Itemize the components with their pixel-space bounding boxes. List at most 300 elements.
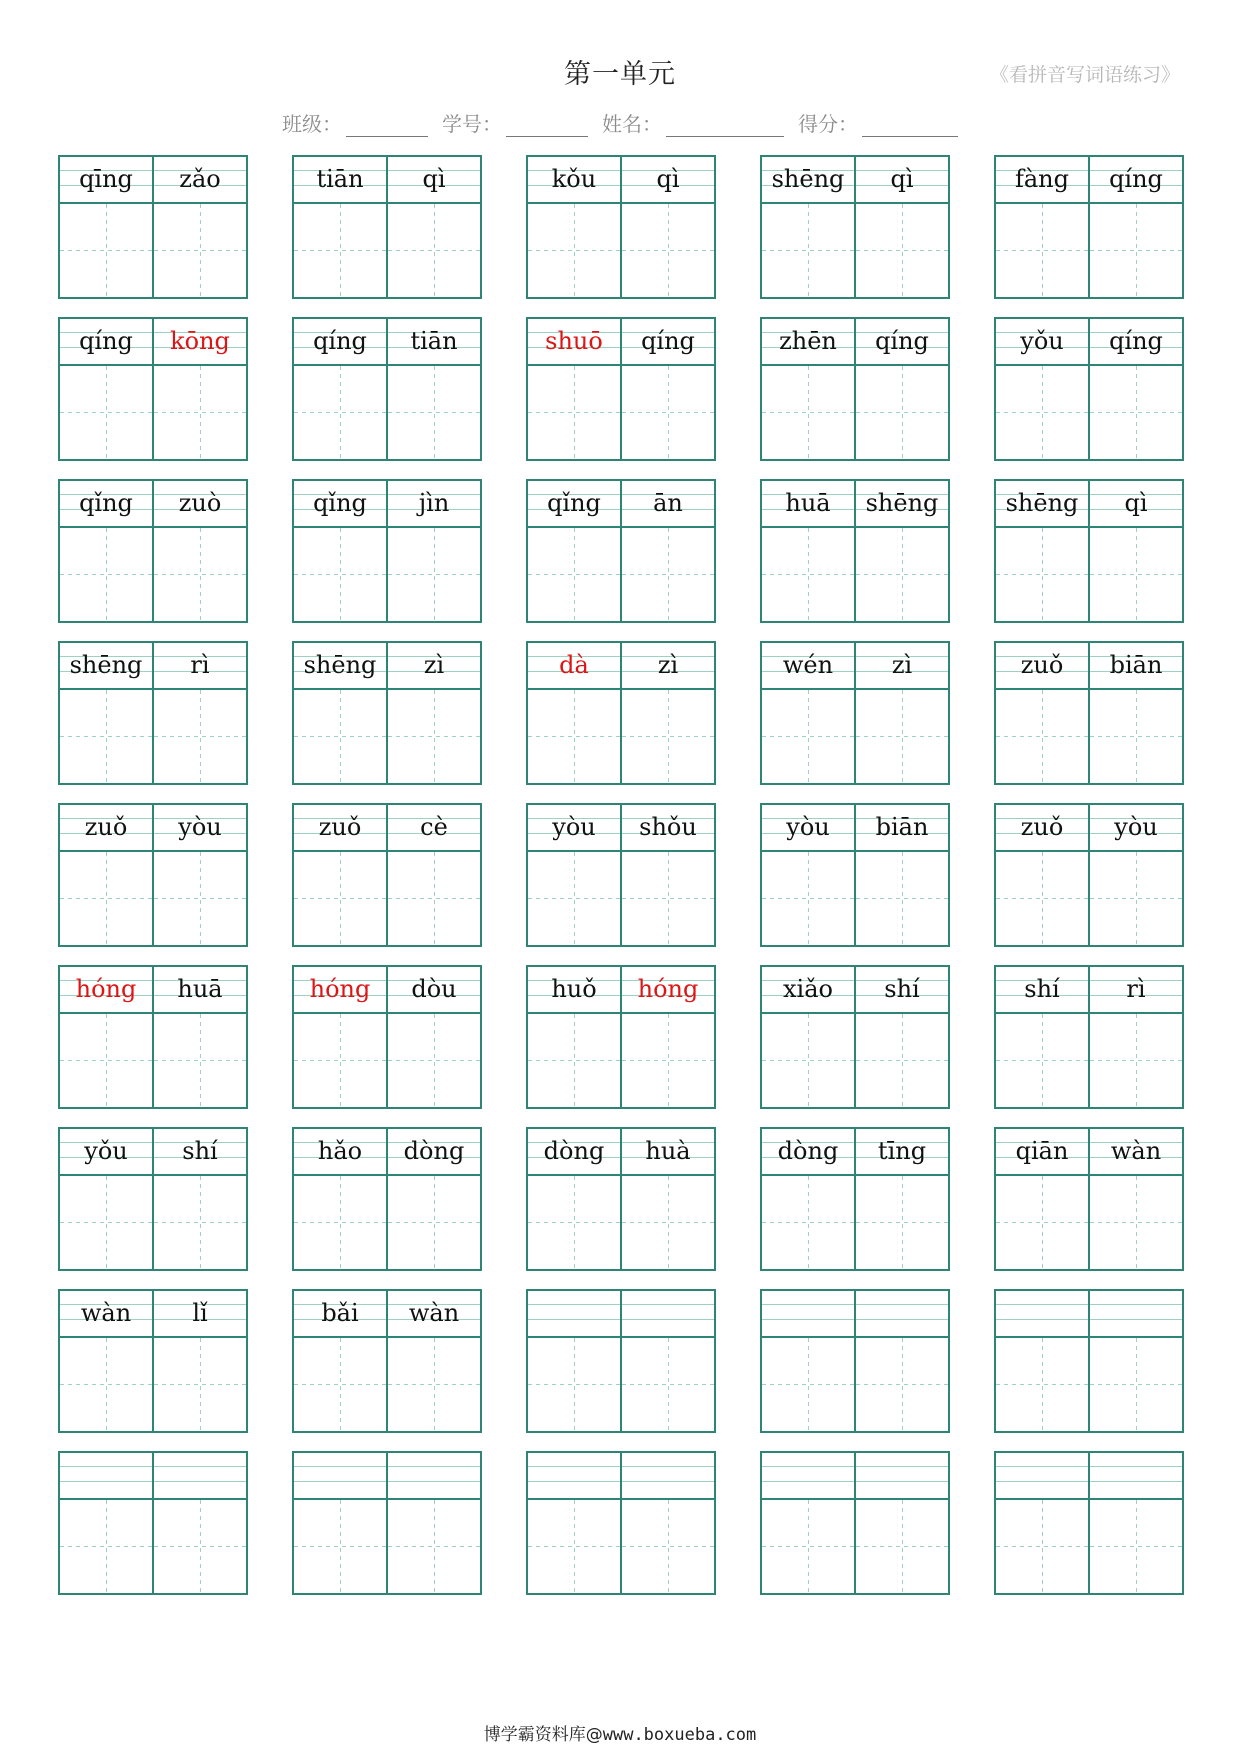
character-cell	[294, 643, 386, 783]
pinyin-text: qǐng	[79, 489, 133, 517]
word-card	[58, 1451, 248, 1595]
pinyin-text: hóng	[309, 975, 371, 1003]
word-card	[58, 479, 248, 623]
writing-box[interactable]	[762, 1176, 854, 1269]
word-card	[994, 317, 1184, 461]
pinyin-lines	[388, 1453, 480, 1500]
word-card	[526, 155, 716, 299]
writing-box[interactable]	[996, 528, 1088, 621]
pinyin-text: dòng	[777, 1137, 839, 1165]
character-cell	[1088, 1129, 1182, 1269]
writing-box[interactable]	[388, 852, 480, 945]
writing-box[interactable]	[856, 1176, 948, 1269]
word-card	[994, 1127, 1184, 1271]
writing-box[interactable]	[856, 1500, 948, 1593]
character-cell	[528, 967, 620, 1107]
character-cell	[854, 967, 948, 1107]
writing-box[interactable]	[388, 1338, 480, 1431]
character-cell	[762, 1129, 854, 1269]
pinyin-text: zì	[657, 651, 679, 679]
pinyin-lines	[294, 805, 386, 852]
writing-box[interactable]	[856, 1338, 948, 1431]
writing-box[interactable]	[528, 1176, 620, 1269]
writing-box[interactable]	[60, 528, 152, 621]
character-cell	[294, 481, 386, 621]
writing-box[interactable]	[622, 852, 714, 945]
writing-box[interactable]	[60, 690, 152, 783]
character-cell	[1088, 805, 1182, 945]
writing-box[interactable]	[60, 366, 152, 459]
writing-box[interactable]	[388, 528, 480, 621]
writing-box[interactable]	[996, 366, 1088, 459]
character-cell	[854, 1129, 948, 1269]
writing-box[interactable]	[622, 528, 714, 621]
pinyin-text: lǐ	[192, 1299, 208, 1327]
writing-box[interactable]	[762, 1014, 854, 1107]
word-card	[292, 1127, 482, 1271]
writing-box[interactable]	[528, 366, 620, 459]
pinyin-lines	[528, 319, 620, 366]
page-title: 第一单元	[564, 59, 676, 90]
character-cell	[854, 481, 948, 621]
pinyin-lines	[528, 157, 620, 204]
pinyin-text: jìn	[418, 489, 450, 517]
score-blank[interactable]	[862, 114, 958, 137]
writing-box[interactable]	[762, 528, 854, 621]
writing-box[interactable]	[60, 1176, 152, 1269]
writing-box[interactable]	[528, 1500, 620, 1593]
pinyin-text: qǐng	[547, 489, 601, 517]
character-cell	[152, 157, 246, 297]
name-field	[602, 108, 784, 137]
writing-box[interactable]	[154, 1014, 246, 1107]
character-cell	[762, 1453, 854, 1593]
character-cell	[152, 805, 246, 945]
writing-box[interactable]	[996, 1338, 1088, 1431]
word-card	[526, 317, 716, 461]
pinyin-lines	[154, 319, 246, 366]
character-cell	[386, 967, 480, 1107]
pinyin-lines	[996, 319, 1088, 366]
character-cell	[152, 319, 246, 459]
writing-box[interactable]	[1090, 852, 1182, 945]
pinyin-lines	[154, 805, 246, 852]
pinyin-lines	[60, 1129, 152, 1176]
character-cell	[386, 1129, 480, 1269]
writing-box[interactable]	[762, 204, 854, 297]
character-cell	[152, 967, 246, 1107]
writing-box[interactable]	[60, 1338, 152, 1431]
character-cell	[294, 1129, 386, 1269]
pinyin-lines	[622, 805, 714, 852]
writing-box[interactable]	[996, 1176, 1088, 1269]
character-cell	[528, 1129, 620, 1269]
pinyin-text: zǎo	[179, 165, 221, 193]
pinyin-lines	[856, 319, 948, 366]
character-cell	[60, 319, 152, 459]
score-field	[798, 108, 958, 137]
pinyin-lines	[294, 157, 386, 204]
writing-box[interactable]	[388, 1014, 480, 1107]
pinyin-lines	[1090, 1291, 1182, 1338]
writing-box[interactable]	[1090, 690, 1182, 783]
character-cell	[996, 643, 1088, 783]
writing-box[interactable]	[528, 690, 620, 783]
writing-box[interactable]	[622, 1338, 714, 1431]
character-cell	[996, 319, 1088, 459]
pinyin-lines	[762, 157, 854, 204]
character-cell	[528, 481, 620, 621]
pinyin-lines	[856, 643, 948, 690]
word-card	[994, 155, 1184, 299]
writing-box[interactable]	[856, 366, 948, 459]
pinyin-lines	[388, 319, 480, 366]
writing-box[interactable]	[154, 1500, 246, 1593]
word-card	[760, 965, 950, 1109]
writing-box[interactable]	[856, 204, 948, 297]
word-card	[526, 1289, 716, 1433]
writing-box[interactable]	[388, 366, 480, 459]
word-card	[292, 479, 482, 623]
pinyin-lines	[1090, 319, 1182, 366]
student-info-row	[0, 108, 1240, 137]
pinyin-lines	[528, 1453, 620, 1500]
character-cell	[854, 805, 948, 945]
writing-box[interactable]	[154, 366, 246, 459]
pinyin-text: qíng	[641, 327, 695, 355]
pinyin-text: hǎo	[317, 1137, 363, 1165]
writing-box[interactable]	[388, 1500, 480, 1593]
pinyin-lines	[622, 1453, 714, 1500]
pinyin-text: zuǒ	[1020, 813, 1064, 841]
pinyin-lines	[622, 643, 714, 690]
pinyin-text: yòu	[552, 813, 596, 841]
writing-box[interactable]	[762, 690, 854, 783]
pinyin-text: wàn	[1110, 1137, 1162, 1165]
writing-box[interactable]	[856, 528, 948, 621]
writing-box[interactable]	[1090, 528, 1182, 621]
character-cell	[620, 1129, 714, 1269]
word-card	[58, 965, 248, 1109]
pinyin-lines	[528, 967, 620, 1014]
pinyin-text: hóng	[637, 975, 699, 1003]
character-cell	[294, 967, 386, 1107]
writing-box[interactable]	[294, 1176, 386, 1269]
character-cell	[528, 805, 620, 945]
character-cell	[528, 1291, 620, 1431]
writing-box[interactable]	[1090, 366, 1182, 459]
writing-box[interactable]	[528, 204, 620, 297]
writing-box[interactable]	[1090, 1338, 1182, 1431]
character-cell	[1088, 1453, 1182, 1593]
character-cell	[996, 1291, 1088, 1431]
writing-box[interactable]	[1090, 204, 1182, 297]
pinyin-text: hóng	[75, 975, 137, 1003]
class-label: 班级：	[282, 112, 342, 136]
pinyin-lines	[622, 1291, 714, 1338]
character-cell	[620, 1453, 714, 1593]
character-cell	[152, 1291, 246, 1431]
writing-box[interactable]	[294, 1500, 386, 1593]
writing-box[interactable]	[622, 1014, 714, 1107]
character-cell	[1088, 1291, 1182, 1431]
pinyin-lines	[528, 1291, 620, 1338]
writing-box[interactable]	[154, 852, 246, 945]
character-cell	[1088, 967, 1182, 1107]
pinyin-text: tiān	[316, 165, 364, 193]
student-number-label: 学号：	[442, 112, 502, 136]
pinyin-text: shēng	[69, 651, 143, 679]
writing-box[interactable]	[60, 204, 152, 297]
pinyin-text: shēng	[771, 165, 845, 193]
pinyin-lines	[996, 1453, 1088, 1500]
character-cell	[386, 643, 480, 783]
pinyin-lines	[294, 643, 386, 690]
pinyin-lines	[856, 805, 948, 852]
pinyin-lines	[622, 1129, 714, 1176]
pinyin-text: fàng	[1014, 165, 1069, 193]
character-cell	[528, 1453, 620, 1593]
pinyin-text: qì	[422, 165, 446, 193]
writing-box[interactable]	[856, 690, 948, 783]
pinyin-lines	[762, 805, 854, 852]
student-number-field	[442, 108, 588, 137]
pinyin-lines	[762, 967, 854, 1014]
footer-url: www.boxueba.com	[602, 1725, 757, 1745]
character-cell	[854, 643, 948, 783]
character-cell	[294, 1291, 386, 1431]
writing-box[interactable]	[294, 1014, 386, 1107]
series-label: 《看拼音写词语练习》	[989, 64, 1180, 86]
writing-box[interactable]	[294, 1338, 386, 1431]
writing-box[interactable]	[154, 690, 246, 783]
writing-box[interactable]	[154, 528, 246, 621]
pinyin-text: huà	[645, 1137, 691, 1165]
name-blank[interactable]	[666, 114, 784, 137]
character-cell	[762, 157, 854, 297]
pinyin-text: yòu	[1114, 813, 1158, 841]
writing-box[interactable]	[762, 852, 854, 945]
pinyin-lines	[528, 481, 620, 528]
character-cell	[996, 1129, 1088, 1269]
pinyin-text: ān	[653, 489, 683, 517]
writing-box[interactable]	[388, 1176, 480, 1269]
pinyin-lines	[60, 805, 152, 852]
writing-box[interactable]	[388, 690, 480, 783]
character-cell	[996, 1453, 1088, 1593]
pinyin-lines	[856, 481, 948, 528]
character-cell	[60, 481, 152, 621]
pinyin-text: huā	[785, 489, 831, 517]
writing-box[interactable]	[622, 1500, 714, 1593]
pinyin-text: huā	[177, 975, 223, 1003]
writing-box[interactable]	[294, 366, 386, 459]
student-number-blank[interactable]	[506, 114, 588, 137]
pinyin-lines	[388, 1129, 480, 1176]
character-cell	[294, 805, 386, 945]
character-cell	[620, 967, 714, 1107]
pinyin-text: rì	[1126, 975, 1146, 1003]
writing-box[interactable]	[622, 204, 714, 297]
pinyin-lines	[856, 157, 948, 204]
character-cell	[854, 1291, 948, 1431]
character-cell	[386, 157, 480, 297]
pinyin-lines	[294, 481, 386, 528]
character-cell	[60, 157, 152, 297]
writing-box[interactable]	[1090, 1014, 1182, 1107]
pinyin-lines	[154, 967, 246, 1014]
character-cell	[996, 157, 1088, 297]
pinyin-lines	[762, 319, 854, 366]
writing-box[interactable]	[996, 852, 1088, 945]
pinyin-lines	[154, 157, 246, 204]
character-cell	[528, 319, 620, 459]
word-card	[292, 965, 482, 1109]
pinyin-text: dòng	[403, 1137, 465, 1165]
pinyin-lines	[294, 1129, 386, 1176]
pinyin-text: qíng	[875, 327, 929, 355]
pinyin-text: biān	[875, 813, 929, 841]
pinyin-lines	[996, 967, 1088, 1014]
pinyin-text: huǒ	[551, 975, 597, 1003]
word-card	[58, 317, 248, 461]
writing-box[interactable]	[294, 852, 386, 945]
character-cell	[60, 1291, 152, 1431]
pinyin-text: zuǒ	[84, 813, 128, 841]
pinyin-lines	[154, 481, 246, 528]
word-card	[58, 641, 248, 785]
pinyin-text: tiān	[410, 327, 458, 355]
writing-box[interactable]	[528, 1338, 620, 1431]
character-cell	[620, 157, 714, 297]
writing-box[interactable]	[856, 852, 948, 945]
writing-box[interactable]	[622, 366, 714, 459]
character-cell	[386, 1453, 480, 1593]
pinyin-lines	[622, 967, 714, 1014]
character-cell	[294, 1453, 386, 1593]
pinyin-lines	[996, 481, 1088, 528]
pinyin-lines	[622, 157, 714, 204]
pinyin-lines	[856, 1291, 948, 1338]
pinyin-text: zuǒ	[1020, 651, 1064, 679]
writing-box[interactable]	[528, 528, 620, 621]
word-card	[760, 155, 950, 299]
pinyin-lines	[762, 1453, 854, 1500]
character-cell	[60, 643, 152, 783]
writing-box[interactable]	[622, 1176, 714, 1269]
pinyin-text: kōng	[170, 327, 230, 355]
character-cell	[60, 967, 152, 1107]
pinyin-lines	[622, 481, 714, 528]
writing-box[interactable]	[996, 204, 1088, 297]
pinyin-text: zì	[423, 651, 445, 679]
writing-box[interactable]	[996, 690, 1088, 783]
pinyin-text: qì	[890, 165, 914, 193]
character-cell	[762, 1291, 854, 1431]
word-card	[760, 1289, 950, 1433]
writing-box[interactable]	[622, 690, 714, 783]
pinyin-text: dà	[559, 651, 589, 679]
word-card	[526, 1127, 716, 1271]
pinyin-lines	[528, 805, 620, 852]
pinyin-text: qì	[656, 165, 680, 193]
pinyin-lines	[1090, 805, 1182, 852]
character-cell	[762, 967, 854, 1107]
class-blank[interactable]	[346, 114, 428, 137]
writing-box[interactable]	[154, 1338, 246, 1431]
pinyin-text: bǎi	[321, 1299, 359, 1327]
pinyin-text: cè	[420, 813, 448, 841]
pinyin-text: biān	[1109, 651, 1163, 679]
pinyin-lines	[1090, 157, 1182, 204]
word-card	[526, 803, 716, 947]
writing-box[interactable]	[856, 1014, 948, 1107]
writing-box[interactable]	[60, 852, 152, 945]
writing-box[interactable]	[60, 1014, 152, 1107]
character-cell	[1088, 319, 1182, 459]
character-cell	[996, 967, 1088, 1107]
writing-box[interactable]	[1090, 1176, 1182, 1269]
writing-box[interactable]	[762, 366, 854, 459]
word-card	[994, 965, 1184, 1109]
name-label: 姓名：	[602, 112, 662, 136]
word-card	[58, 1289, 248, 1433]
character-cell	[854, 1453, 948, 1593]
writing-box[interactable]	[996, 1500, 1088, 1593]
pinyin-lines	[762, 1291, 854, 1338]
pinyin-text: zuǒ	[318, 813, 362, 841]
writing-box[interactable]	[1090, 1500, 1182, 1593]
pinyin-text: yòu	[178, 813, 222, 841]
pinyin-lines	[996, 805, 1088, 852]
pinyin-lines	[154, 1129, 246, 1176]
pinyin-text: shēng	[865, 489, 939, 517]
character-cell	[1088, 157, 1182, 297]
pinyin-lines	[154, 643, 246, 690]
character-cell	[996, 481, 1088, 621]
writing-box[interactable]	[294, 690, 386, 783]
pinyin-lines	[856, 1453, 948, 1500]
character-cell	[854, 157, 948, 297]
character-cell	[762, 319, 854, 459]
pinyin-lines	[528, 1129, 620, 1176]
writing-box[interactable]	[528, 852, 620, 945]
writing-box[interactable]	[996, 1014, 1088, 1107]
word-card	[526, 1451, 716, 1595]
pinyin-text: rì	[190, 651, 210, 679]
writing-box[interactable]	[294, 204, 386, 297]
word-card	[58, 1127, 248, 1271]
writing-box[interactable]	[154, 204, 246, 297]
writing-box[interactable]	[528, 1014, 620, 1107]
writing-box[interactable]	[294, 528, 386, 621]
word-card	[526, 641, 716, 785]
character-cell	[294, 319, 386, 459]
character-cell	[1088, 643, 1182, 783]
pinyin-text: dòu	[411, 975, 457, 1003]
writing-box[interactable]	[762, 1338, 854, 1431]
writing-box[interactable]	[60, 1500, 152, 1593]
pinyin-lines	[388, 967, 480, 1014]
character-cell	[386, 319, 480, 459]
pinyin-text: yòu	[786, 813, 830, 841]
writing-box[interactable]	[762, 1500, 854, 1593]
writing-box[interactable]	[388, 204, 480, 297]
character-cell	[152, 1129, 246, 1269]
writing-box[interactable]	[154, 1176, 246, 1269]
pinyin-lines	[388, 643, 480, 690]
character-cell	[294, 157, 386, 297]
